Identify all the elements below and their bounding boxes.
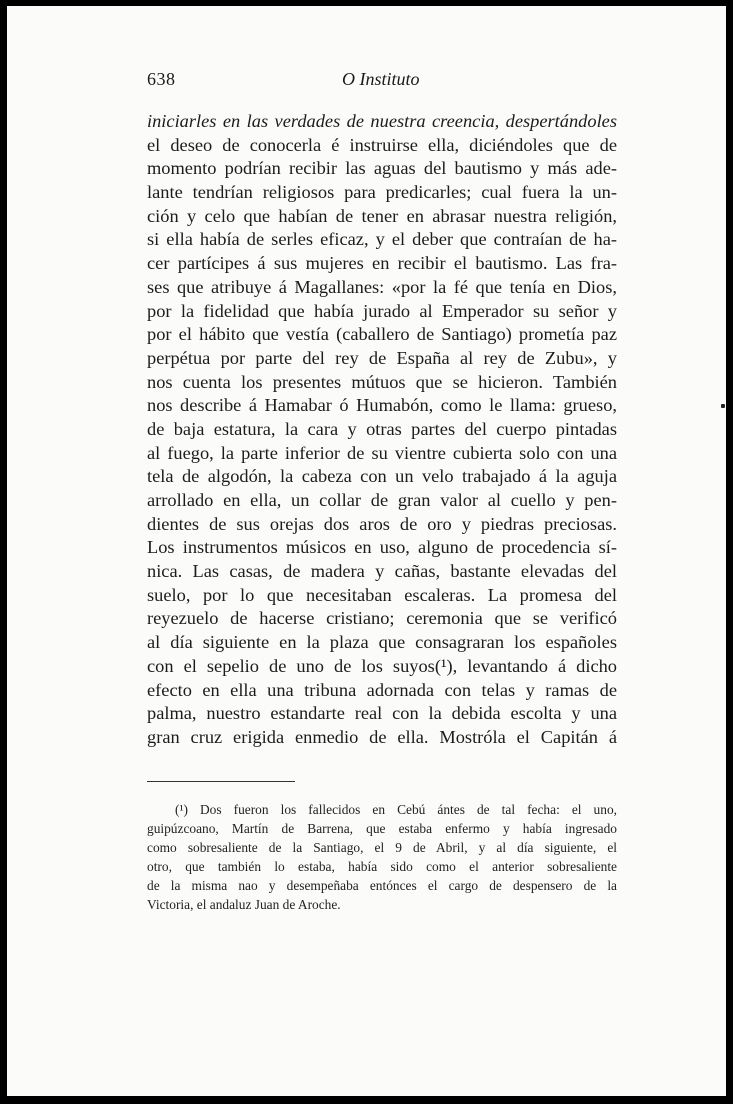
body-line: tela de algodón, la cabeza con un velo trabajado á la aguja [147,466,617,487]
running-title: O Instituto [342,69,420,89]
margin-mark [721,404,725,408]
body-line: perpétua por parte del rey de España al rey de Zubu», y [147,347,617,368]
page-number: 638 [147,69,176,89]
body-line: nos cuenta los presentes mútuos que se hicieron. También [147,371,617,392]
body-line: ses que atribuye á Magallanes: «por la fé que tenía en Dios, [147,276,617,297]
footnote-line: guipúzcoano, Martín de Barrena, que estaba enfermo y había ingresado [147,821,617,836]
body-line: al día siguiente en la plaza que consagraran los españoles [147,632,617,653]
footnote-line: Victoria, el andaluz Juan de Aroche. [147,897,341,912]
body-line: con el sepelio de uno de los suyos(¹), levantando á dicho [147,655,617,676]
footnote-line: (¹) Dos fueron los fallecidos en Cebú ántes de tal fecha: el uno, [175,802,617,817]
body-line: efecto en ella una tribuna adornada con telas y ramas de [147,679,617,700]
document-page [7,6,726,1096]
body-line: dientes de sus orejas dos aros de oro y piedras preciosas. [147,513,617,534]
body-line: de baja estatura, la cara y otras partes del cuerpo pintadas [147,418,617,439]
body-line: palma, nuestro estandarte real con la debida escolta y una [147,703,617,724]
footnote-line: otro, que también lo estaba, había sido como el anterior sobresaliente [147,859,617,874]
body-text [147,110,617,750]
body-line: al fuego, la parte inferior de su vientre cubierta solo con una [147,442,617,463]
footnote-separator [147,781,295,782]
body-line: Los instrumentos músicos en uso, alguno de procedencia sí- [147,537,617,558]
body-line: gran cruz erigida enmedio de ella. Mostróla el Capitán á [147,726,617,747]
body-line: ción y celo que habían de tener en abrasar nuestra religión, [147,205,617,226]
body-line: si ella había de serles eficaz, y el deber que contraían de ha- [147,229,617,250]
page-header [147,69,618,95]
footnote-line: de la misma nao y desempeñaba entónces el cargo de despensero de la [147,878,617,893]
body-line: suelo, por lo que necesitaban escaleras. La promesa del [147,584,617,605]
body-line: reyezuelo de hacerse cristiano; ceremonia que se verificó [147,608,617,629]
body-line: por el hábito que vestía (caballero de Santiago) prometía paz [147,324,617,345]
body-line: cer partícipes á sus mujeres en recibir el bautismo. Las fra- [147,253,617,274]
body-line: lante tendrían religiosos para predicarles; cual fuera la un- [147,182,617,203]
footnote-line: como sobresaliente de la Santiago, el 9 de Abril, y al día siguiente, el [147,840,617,855]
body-line: arrollado en ella, un collar de gran valor al cuello y pen- [147,490,617,510]
body-line: iniciarles en las verdades de nuestra creencia, despertándoles [147,111,617,131]
footnote [147,800,617,914]
body-line: el deseo de conocerla é instruirse ella, diciéndoles que de [147,134,617,155]
body-line: por la fidelidad que había jurado al Emperador su señor y [147,300,617,321]
body-line: nos describe á Hamabar ó Humabón, como le llama: grueso, [147,395,617,416]
body-line: nica. Las casas, de madera y cañas, bastante elevadas del [147,561,617,582]
body-line: momento podrían recibir las aguas del bautismo y más ade- [147,158,617,179]
